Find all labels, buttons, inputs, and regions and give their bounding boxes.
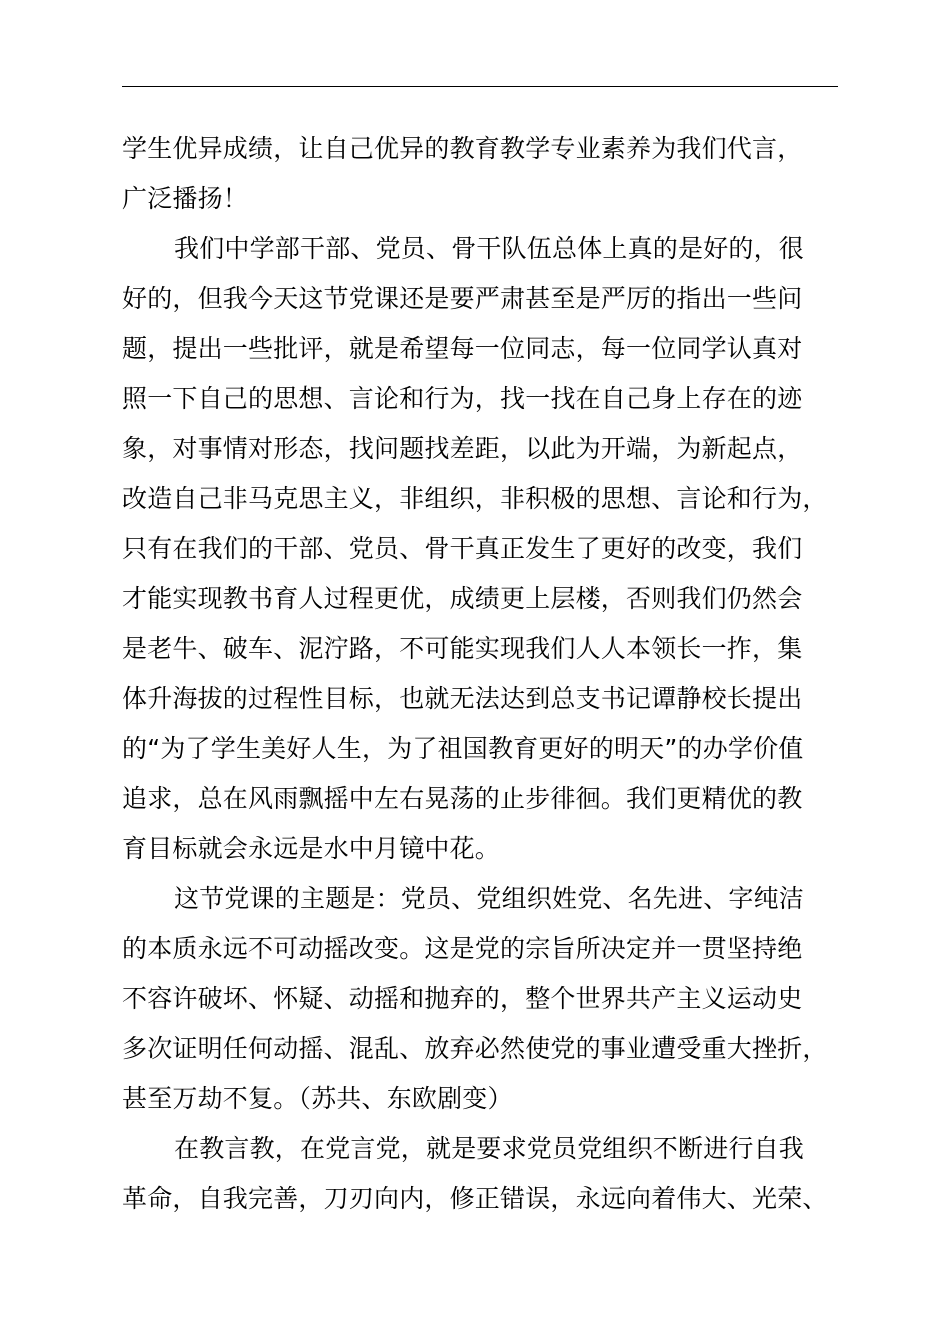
text-line: 育目标就会永远是水中月镜中花。 <box>122 834 501 863</box>
text-line: 的“为了学生美好人生，为了祖国教育更好的明天”的办学价值 <box>122 734 804 763</box>
body-text <box>122 124 862 1224</box>
text-line: 体升海拔的过程性目标，也就无法达到总支书记谭静校长提出 <box>122 684 803 713</box>
text-line: 是老牛、破车、泥泞路，不可能实现我们人人本领长一拃，集 <box>122 634 803 663</box>
text-line: 题，提出一些批评，就是希望每一位同志，每一位同学认真对 <box>122 334 803 363</box>
text-line: 照一下自己的思想、言论和行为，找一找在自己身上存在的迹 <box>122 384 803 413</box>
text-line: 甚至万劫不复。（苏共、东欧剧变） <box>122 1084 513 1113</box>
text-line: 广泛播扬！ <box>122 184 249 213</box>
paragraph-start-line: 我们中学部干部、党员、骨干队伍总体上真的是好的，很 <box>174 234 805 263</box>
text-line: 才能实现教书育人过程更优，成绩更上层楼，否则我们仍然会 <box>122 584 803 613</box>
text-line: 好的，但我今天这节党课还是要严肃甚至是严厉的指出一些问 <box>122 284 803 313</box>
text-line: 学生优异成绩，让自己优异的教育教学专业素养为我们代言， <box>122 134 803 163</box>
text-line: 的本质永远不可动摇改变。这是党的宗旨所决定并一贯坚持绝 <box>122 934 803 963</box>
text-line: 改造自己非马克思主义，非组织，非积极的思想、言论和行为， <box>122 484 828 513</box>
text-line: 多次证明任何动摇、混乱、放弃必然使党的事业遭受重大挫折， <box>122 1034 828 1063</box>
paragraph-start-line: 这节党课的主题是：党员、党组织姓党、名先进、字纯洁 <box>174 884 805 913</box>
text-line: 象，对事情对形态，找问题找差距，以此为开端，为新起点， <box>122 434 803 463</box>
text-line: 革命，自我完善，刀刃向内，修正错误，永远向着伟大、光荣、 <box>122 1184 828 1213</box>
text-line: 追求，总在风雨飘摇中左右晃荡的止步徘徊。我们更精优的教 <box>122 784 803 813</box>
header-rule <box>122 86 838 87</box>
text-line: 不容许破坏、怀疑、动摇和抛弃的，整个世界共产主义运动史 <box>122 984 803 1013</box>
paragraph-start-line: 在教言教，在党言党，就是要求党员党组织不断进行自我 <box>174 1134 805 1163</box>
text-line: 只有在我们的干部、党员、骨干真正发生了更好的改变，我们 <box>122 534 803 563</box>
